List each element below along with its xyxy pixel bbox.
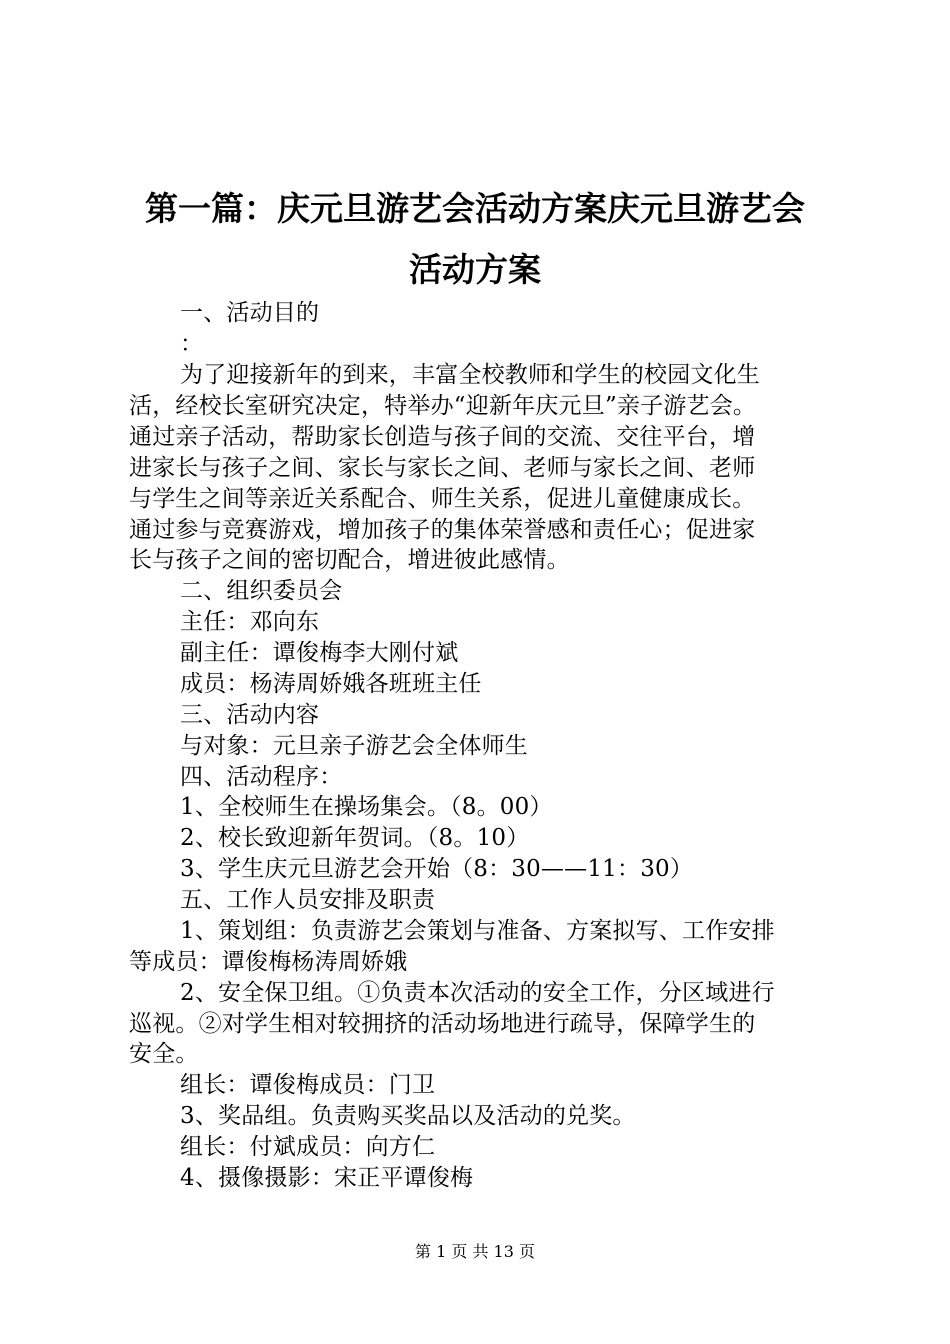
paragraph-line: 主任：邓向东 bbox=[180, 609, 320, 635]
paragraph-line: 活，经校长室研究决定，特举办“迎新年庆元旦”亲子游艺会。 bbox=[129, 393, 757, 419]
paragraph-line: 安全。 bbox=[129, 1041, 199, 1067]
paragraph-line: 等成员：谭俊梅杨涛周娇娥 bbox=[129, 949, 408, 975]
page-number-footer: 第 1 页 共 13 页 bbox=[415, 1242, 535, 1261]
paragraph-line: 为了迎接新年的到来，丰富全校教师和学生的校园文化生 bbox=[180, 362, 760, 388]
paragraph-line: 与学生之间等亲近关系配合、师生关系，促进儿童健康成长。 bbox=[129, 486, 756, 512]
heading-organizing-committee: 二、组织委员会 bbox=[180, 578, 343, 604]
paragraph-line: 组长：谭俊梅成员：门卫 bbox=[180, 1072, 436, 1098]
paragraph-line: 2、校长致迎新年贺词。（8。10） bbox=[180, 825, 530, 851]
paragraph-line: 进家长与孩子之间、家长与家长之间、老师与家长之间、老师 bbox=[129, 455, 756, 481]
paragraph-line: 巡视。②对学生相对较拥挤的活动场地进行疏导，保障学生的 bbox=[129, 1011, 756, 1037]
heading-activity-purpose: 一、活动目的 bbox=[180, 300, 320, 326]
paragraph-line: 通过亲子活动，帮助家长创造与孩子间的交流、交往平台，增 bbox=[129, 424, 756, 450]
heading-activity-program: 四、活动程序： bbox=[180, 764, 343, 790]
paragraph-line: 副主任：谭俊梅李大刚付斌 bbox=[180, 640, 459, 666]
paragraph-line: ： bbox=[180, 331, 204, 357]
paragraph-line: 1、策划组：负责游艺会策划与准备、方案拟写、工作安排 bbox=[180, 918, 775, 944]
document-title-line-1: 第一篇：庆元旦游艺会活动方案庆元旦游艺会 bbox=[145, 189, 805, 228]
paragraph-line: 成员：杨涛周娇娥各班班主任 bbox=[180, 671, 482, 697]
paragraph-line: 3、学生庆元旦游艺会开始（8：30——11：30） bbox=[180, 856, 694, 882]
document-title-line-2: 活动方案 bbox=[409, 250, 541, 289]
paragraph-line: 4、摄像摄影：宋正平谭俊梅 bbox=[180, 1165, 474, 1191]
heading-staff-arrangement: 五、工作人员安排及职责 bbox=[180, 887, 436, 913]
paragraph-line: 与对象：元旦亲子游艺会全体师生 bbox=[180, 733, 528, 759]
paragraph-line: 2、安全保卫组。①负责本次活动的安全工作，分区域进行 bbox=[180, 980, 775, 1006]
paragraph-line: 长与孩子之间的密切配合，增进彼此感情。 bbox=[129, 547, 570, 573]
paragraph-line: 组长：付斌成员：向方仁 bbox=[180, 1134, 436, 1160]
paragraph-line: 1、全校师生在操场集会。（8。00） bbox=[180, 794, 553, 820]
paragraph-line: 通过参与竞赛游戏，增加孩子的集体荣誉感和责任心；促进家 bbox=[129, 517, 756, 543]
heading-activity-content: 三、活动内容 bbox=[180, 702, 320, 728]
paragraph-line: 3、奖品组。负责购买奖品以及活动的兑奖。 bbox=[180, 1103, 636, 1129]
